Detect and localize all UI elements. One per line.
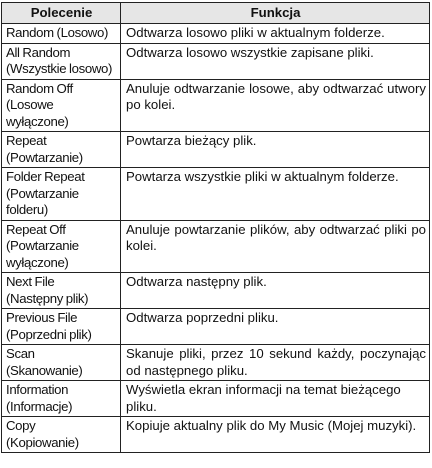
function-cell: Odtwarza losowo pliki w aktualnym folderze. bbox=[121, 24, 430, 44]
command-line: (Poprzedni plik) bbox=[6, 326, 92, 342]
function-cell: Powtarza bieżący plik. bbox=[121, 132, 430, 168]
command-line: (Kopiowanie) bbox=[6, 434, 79, 450]
function-cell: Odtwarza następny plik. bbox=[121, 273, 430, 309]
table-row bbox=[2, 417, 430, 453]
table-row bbox=[2, 345, 430, 381]
command-line: folderu) bbox=[6, 202, 48, 217]
command-line: (Powtarzanie bbox=[6, 185, 79, 201]
command-line: All Random bbox=[6, 44, 71, 60]
command-line: (Wszystkie losowo) bbox=[6, 61, 113, 76]
command-cell bbox=[2, 417, 121, 453]
function-cell: Powtarza wszystkie pliki w aktualnym folderze. bbox=[121, 168, 430, 221]
command-line: Copy bbox=[6, 418, 36, 433]
table-row bbox=[2, 220, 430, 273]
command-line: Folder Repeat bbox=[6, 169, 85, 184]
table-row bbox=[2, 381, 430, 417]
command-line: Next File bbox=[6, 274, 55, 289]
table-row bbox=[2, 79, 430, 132]
command-cell bbox=[2, 168, 121, 221]
command-function-table bbox=[1, 2, 430, 453]
command-cell bbox=[2, 381, 121, 417]
function-cell: Anuluje powtarzanie plików, aby odtwarzać pliki po kolei. bbox=[121, 220, 430, 273]
table-row bbox=[2, 43, 430, 79]
table-row bbox=[2, 273, 430, 309]
function-cell: Wyświetla ekran informacji na temat bieżącego pliku. bbox=[121, 381, 430, 417]
table-row bbox=[2, 309, 430, 345]
table-row bbox=[2, 168, 430, 221]
function-cell: Odtwarza poprzedni pliku. bbox=[121, 309, 430, 345]
command-cell bbox=[2, 24, 121, 44]
command-line: Repeat Off bbox=[6, 221, 66, 237]
command-table-container bbox=[1, 2, 430, 453]
function-cell: Kopiuje aktualny plik do My Music (Mojej muzyki). bbox=[121, 417, 430, 453]
function-cell: Anuluje odtwarzanie losowe, aby odtwarzać utwory po kolei. bbox=[121, 79, 430, 132]
command-line: (Informacje) bbox=[6, 398, 73, 414]
command-cell bbox=[2, 220, 121, 273]
command-line: (Powtarzanie bbox=[6, 238, 79, 253]
command-line: Scan bbox=[6, 346, 35, 361]
command-line: Repeat bbox=[6, 133, 47, 148]
command-cell bbox=[2, 79, 121, 132]
header-command: Polecenie bbox=[2, 3, 121, 24]
command-line: Random Off bbox=[6, 80, 73, 96]
header-function: Funkcja bbox=[121, 3, 430, 24]
command-line: Previous File bbox=[6, 310, 78, 325]
command-cell bbox=[2, 309, 121, 345]
table-header-row bbox=[2, 3, 430, 24]
command-cell bbox=[2, 132, 121, 168]
table-row bbox=[2, 132, 430, 168]
table-row bbox=[2, 24, 430, 44]
command-line: (Skanowanie) bbox=[6, 362, 83, 378]
command-cell bbox=[2, 345, 121, 381]
command-line: (Losowe wyłączone) bbox=[6, 97, 69, 129]
command-cell bbox=[2, 43, 121, 79]
function-cell: Odtwarza losowo wszystkie zapisane pliki. bbox=[121, 43, 430, 79]
function-cell: Skanuje pliki, przez 10 sekund każdy, poczynając od następnego pliku. bbox=[121, 345, 430, 381]
command-line: Random (Losowo) bbox=[6, 25, 108, 40]
command-line: (Powtarzanie) bbox=[6, 149, 83, 165]
command-line: (Następny plik) bbox=[6, 290, 89, 306]
command-line: wyłączone) bbox=[6, 254, 69, 270]
command-line: Information bbox=[6, 382, 69, 397]
command-cell bbox=[2, 273, 121, 309]
